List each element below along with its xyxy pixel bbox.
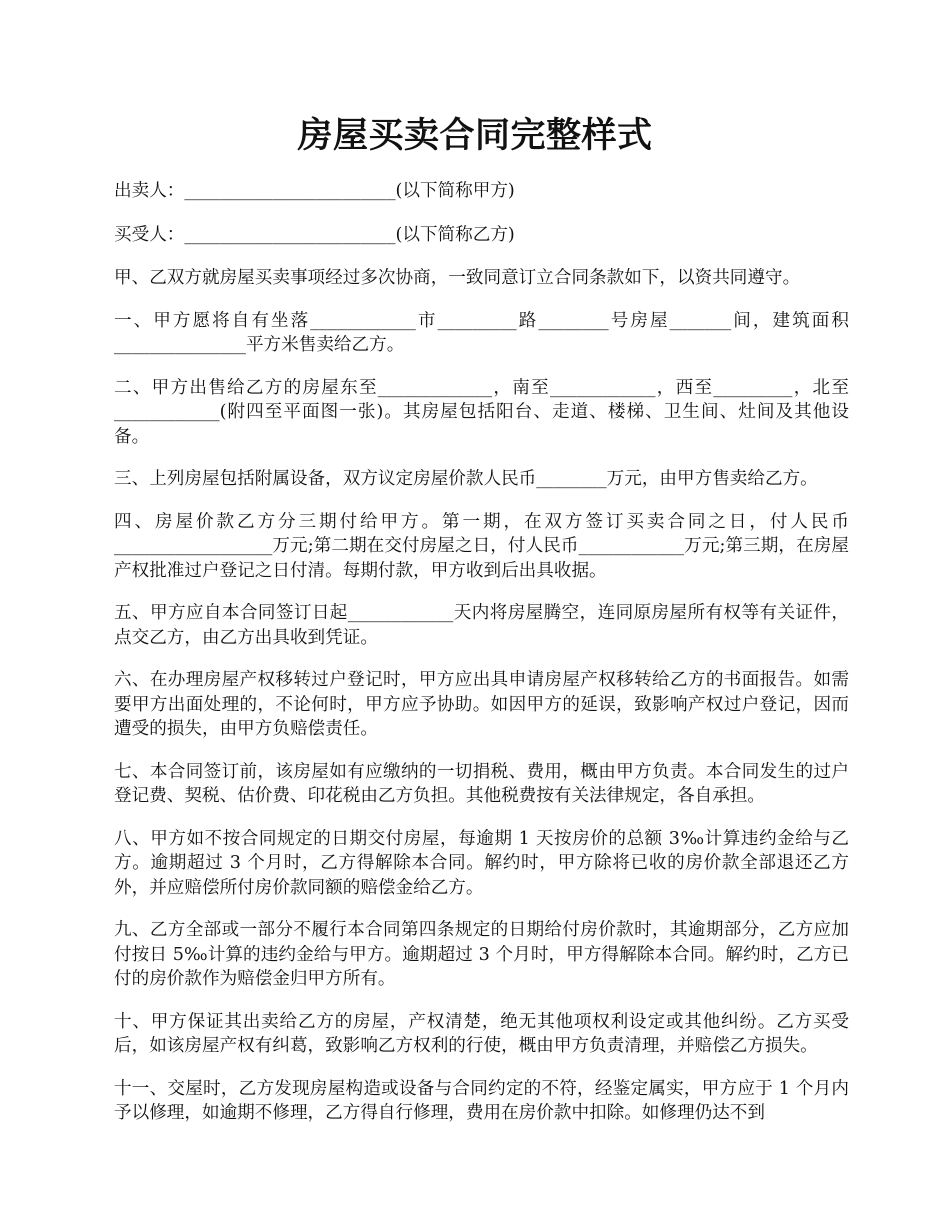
clause-10: 十、甲方保证其出卖给乙方的房屋，产权清楚，绝无其他项权利设定或其他纠纷。乙方买受后，如该房屋产权有纠葛，致影响乙方权利的行使，概由甲方负责清理，并赔偿乙方损失。 [114,1011,849,1056]
buyer-line: 买受人：________________________(以下简称乙方) [114,224,515,245]
preamble-paragraph: 甲、乙双方就房屋买卖事项经过多次协商，一致同意订立合同条款如下，以资共同遵守。 [114,268,801,288]
clause-7: 七、本合同签订前，该房屋如有应缴纳的一切捐税、费用，概由甲方负责。本合同发生的过户登记费、契税、估价费、印花税由乙方负担。其他税费按有关法律规定，各自承担。 [114,761,849,806]
clause-3: 三、上列房屋包括附属设备，双方议定房屋价款人民币________万元，由甲方售卖给乙方。 [114,469,818,489]
document-title: 房屋买卖合同完整样式 [297,115,653,156]
clause-5: 五、甲方应自本合同签订日起____________天内将房屋腾空，连同原房屋所有权等有关证件，点交乙方，由乙方出具收到凭证。 [114,603,849,648]
seller-line: 出卖人：________________________(以下简称甲方) [114,181,515,201]
clause-8: 八、甲方如不按合同规定的日期交付房屋，每逾期 1 天按房价的总额 3‰计算违约金给与乙方。逾期超过 3 个月时，乙方得解除本合同。解约时，甲方除将已收的房价款全部退还乙方外，并应赔偿所付房价款同额的赔偿金给乙方。 [114,828,849,898]
clause-9: 九、乙方全部或一部分不履行本合同第四条规定的日期给付房价款时，其逾期部分，乙方应加付按日 5‰计算的违约金给与甲方。逾期超过 3 个月时，甲方得解除本合同。解约时，乙方已付的房价款作为赔偿金归甲方所有。 [114,920,849,989]
document-body [114,179,849,1144]
clause-11: 十一、交屋时，乙方发现房屋构造或设备与合同约定的不符，经鉴定属实，甲方应于 1 个月内予以修理，如逾期不修理，乙方得自行修理，费用在房价款中扣除。如修理仍达不到 [114,1078,849,1123]
clause-4: 四、房屋价款乙方分三期付给甲方。第一期，在双方签订买卖合同之日，付人民币__________________万元;第二期在交付房屋之日，付人民币____________万元;第三期，在房屋产权批准过户登记之日付清。每期付款，甲方收到后出具收据。 [114,511,849,581]
clause-6: 六、在办理房屋产权移转过户登记时，甲方应出具申请房屋产权移转给乙方的书面报告。如需要甲方出面处理的，不论何时，甲方应予协助。如因甲方的延误，致影响产权过户登记，因而遭受的损失，由甲方负赔偿责任。 [114,670,849,739]
clause-1: 一、甲方愿将自有坐落____________市_________路________号房屋_______间，建筑面积_______________平方米售卖给乙方。 [114,310,849,355]
clause-2: 二、甲方出售给乙方的房屋东至_____________，南至____________，西至_________，北至____________(附四至平面图一张)。其房屋包括阳台、走道、楼梯、卫生间、灶间及其他设备。 [114,377,849,447]
